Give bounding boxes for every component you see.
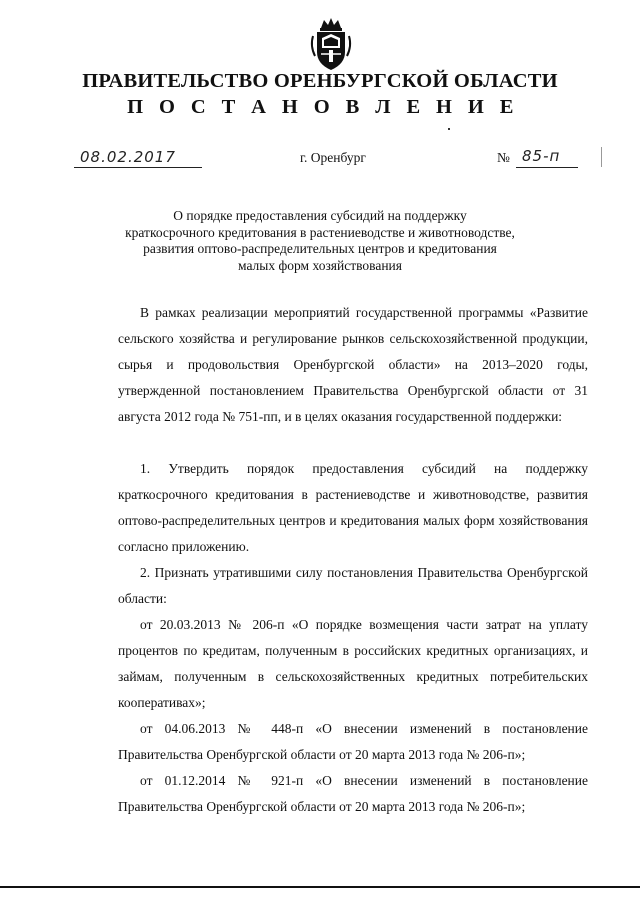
document-date: 08.02.2017 [80, 148, 176, 166]
coat-of-arms-icon [308, 16, 354, 72]
subject-line: развития оптово-распределительных центров и кредитования [143, 241, 497, 256]
document-type-title: П О С Т А Н О В Л Е Н И Е [127, 96, 519, 118]
item-2-paragraph: 2. Признать утратившими силу постановления Правительства Оренбургской области: [118, 565, 588, 606]
organization-title: ПРАВИТЕЛЬСТВО ОРЕНБУРГСКОЙ ОБЛАСТИ [82, 70, 558, 92]
repealed-act-1: от 20.03.2013 № 206-п «О порядке возмещения части затрат на уплату процентов по кредитам, полученным в российских кредитных организациях, и займам, полученным в сельскохозяйственных кредитных потребительских кооперативах»; [118, 617, 588, 710]
subject-line: О порядке предоставления субсидий на поддержку [173, 208, 467, 223]
date-underline [74, 167, 202, 168]
page-bottom-rule [0, 886, 640, 888]
margin-tick [601, 147, 602, 167]
subject-line: краткосрочного кредитования в растениеводстве и животноводстве, [125, 224, 515, 240]
subject-line: малых форм хозяйствования [238, 257, 402, 273]
scan-dot [448, 128, 450, 130]
document-subject [110, 208, 530, 274]
document-number: 85-п [522, 147, 561, 165]
preamble-paragraph: В рамках реализации мероприятий государственной программы «Развитие сельского хозяйства и регулирование рынков сельскохозяйственной продукции, сырья и продовольствия Оренбургской области» на 2013–2020 годы, утвержденной постановлением Правительства Оренбургской области от 31 августа 2012 года № 751-пп, и в целях оказания государственной поддержки: [118, 305, 588, 424]
repealed-act-3: от 01.12.2014 № 921-п «О внесении изменений в постановление Правительства Оренбургской области от 20 марта 2013 года № 206-п»; [118, 773, 588, 814]
repealed-act-2: от 04.06.2013 № 448-п «О внесении изменений в постановление Правительства Оренбургской области от 20 марта 2013 года № 206-п»; [118, 721, 588, 762]
number-sign: № [497, 150, 510, 165]
number-underline [516, 167, 578, 168]
document-city: г. Оренбург [300, 150, 366, 165]
item-1-paragraph: 1. Утвердить порядок предоставления субсидий на поддержку краткосрочного кредитования в растениеводстве и животноводстве, развития оптово-распределительных центров и кредитования малых форм хозяйствования согласно приложению. [118, 461, 588, 554]
